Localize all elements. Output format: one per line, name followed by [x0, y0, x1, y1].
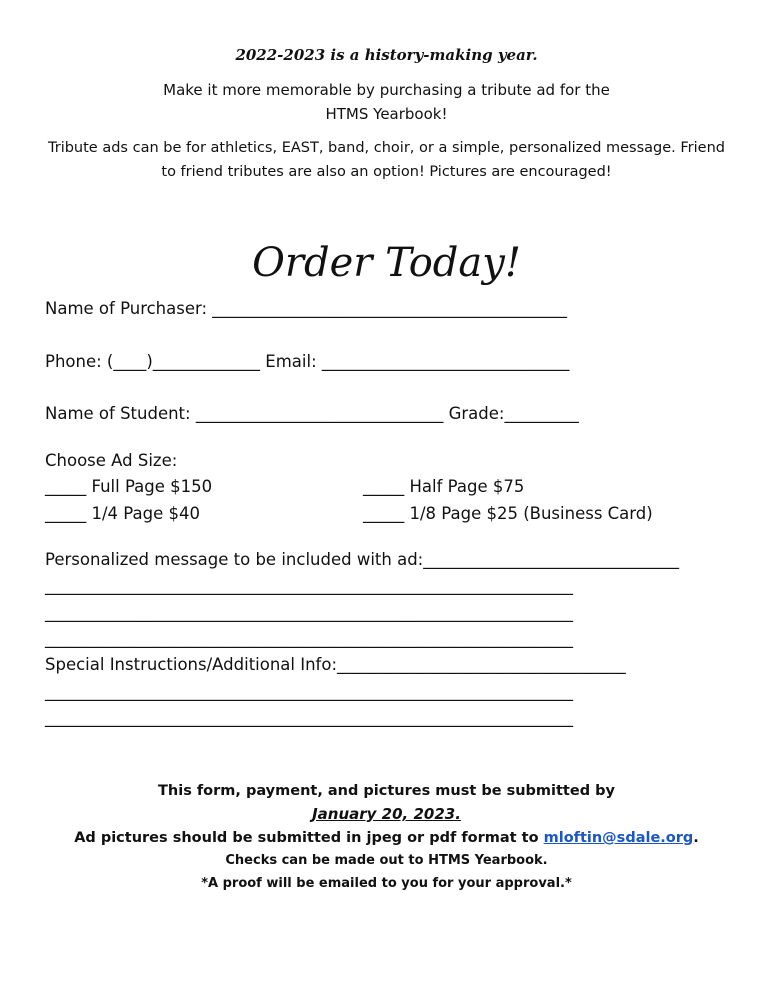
message-line-1[interactable]: ________________________________________________________________	[45, 576, 573, 595]
headline: 2022-2023 is a history-making year.	[235, 46, 538, 64]
email-link[interactable]: mloftin@sdale.org	[543, 830, 694, 846]
order-title: Order Today!	[252, 240, 521, 286]
phone-email-field[interactable]: Phone: (____)_____________ Email: ______________________________	[45, 352, 570, 371]
message-field[interactable]: Personalized message to be included with ad:_______________________________	[45, 550, 679, 569]
option-quarter-page[interactable]: _____ 1/4 Page $40	[45, 504, 200, 523]
pictures-line	[0, 830, 773, 846]
submit-line: This form, payment, and pictures must be submitted by	[158, 783, 615, 799]
option-eighth-page[interactable]: _____ 1/8 Page $25 (Business Card)	[363, 504, 653, 523]
choose-size-label: Choose Ad Size:	[45, 451, 178, 470]
instructions-line-2[interactable]: ________________________________________________________________	[45, 708, 573, 727]
instructions-field[interactable]: Special Instructions/Additional Info:___________________________________	[45, 655, 626, 674]
tribute-line-1: Tribute ads can be for athletics, EAST, band, choir, or a simple, personalized message. Friend	[48, 140, 725, 156]
option-full-page[interactable]: _____ Full Page $150	[45, 477, 213, 496]
proof-line: *A proof will be emailed to you for your approval.*	[201, 876, 572, 891]
purchaser-field[interactable]: Name of Purchaser: ___________________________________________	[45, 299, 568, 318]
message-line-2[interactable]: ________________________________________________________________	[45, 603, 573, 622]
instructions-line-1[interactable]: ________________________________________________________________	[45, 682, 573, 701]
checks-line: Checks can be made out to HTMS Yearbook.	[225, 853, 548, 868]
student-grade-field[interactable]: Name of Student: ______________________________ Grade:_________	[45, 404, 579, 423]
deadline: January 20, 2023.	[312, 805, 461, 823]
option-half-page[interactable]: _____ Half Page $75	[363, 477, 525, 496]
message-line-3[interactable]: ________________________________________________________________	[45, 629, 573, 648]
pictures-suffix: .	[693, 830, 699, 846]
intro-line-2: HTMS Yearbook!	[325, 105, 448, 123]
pictures-prefix: Ad pictures should be submitted in jpeg or pdf format to	[74, 830, 544, 846]
tribute-line-2: to friend tributes are also an option! Pictures are encouraged!	[161, 164, 612, 180]
intro-line-1: Make it more memorable by purchasing a tribute ad for the	[163, 81, 610, 99]
